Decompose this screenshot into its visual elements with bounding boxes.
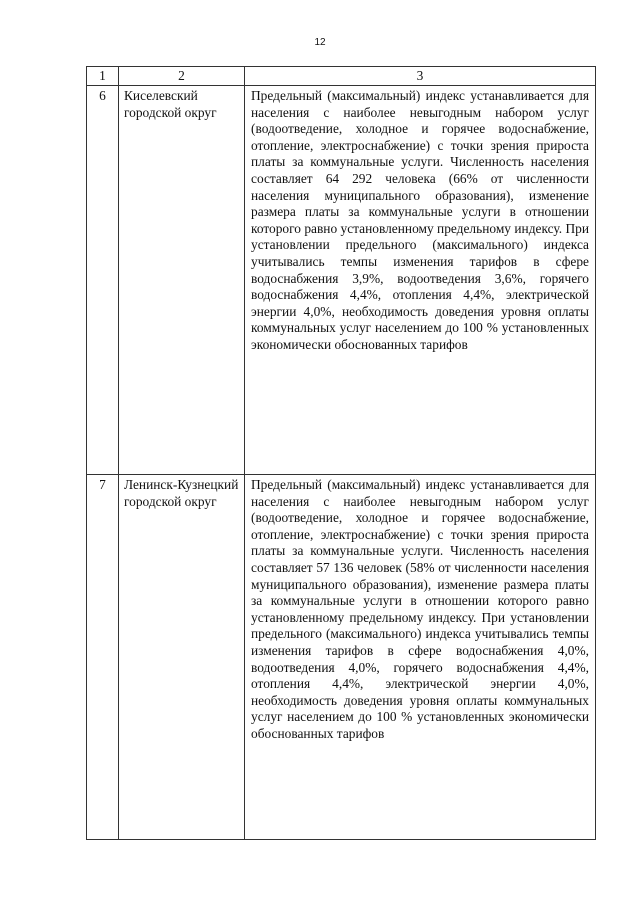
page-number: 12 bbox=[314, 37, 326, 48]
table-header-row bbox=[87, 67, 596, 86]
municipality-name: Киселевский городской округ bbox=[119, 86, 245, 475]
header-cell-2: 2 bbox=[119, 67, 245, 86]
municipality-name: Ленинск-Кузнецкий городской округ bbox=[119, 475, 245, 840]
row-number: 6 bbox=[87, 86, 119, 475]
table-row bbox=[87, 475, 596, 840]
row-number: 7 bbox=[87, 475, 119, 840]
header-cell-1: 1 bbox=[87, 67, 119, 86]
index-description: Предельный (максимальный) индекс устанавливается для населения с наиболее невыгодным набором услуг (водоотведение, холодное и горячее водоснабжение, отопление, электроснабжение) с точки зрения прироста платы за коммунальные услуги. Численность населения составляет 64 292 человека (66% от численности населения муниципального образования), изменение размера платы за коммунальные услуги в отношении которого равно установленному предельному индексу. При установлении предельного (максимального) индекса учитывались темпы изменения тарифов в сфере водоснабжения 3,9%, водоотведения 3,6%, горячего водоснабжения 4,4%, отопления 4,4%, электрической энергии 4,0%, необходимость доведения уровня оплаты коммунальных услуг населением до 100 % установленных экономически обоснованных тарифов bbox=[245, 86, 596, 475]
index-description: Предельный (максимальный) индекс устанавливается для населения с наиболее невыгодным набором услуг (водоотведение, холодное и горячее водоснабжение, отопление, электроснабжение) с точки зрения прироста платы за коммунальные услуги. Численность населения составляет 57 136 человек (58% от численности населения муниципального образования), изменение размера платы за коммунальные услуги в отношении которого равно установленному предельному индексу. При установлении предельного (максимального) индекса учитывались темпы изменения тарифов в сфере водоснабжения 4,0%, водоотведения 4,0%, горячего водоснабжения 4,4%, отопления 4,4%, электрической энергии 4,0%, необходимость доведения уровня оплаты коммунальных услуг населением до 100 % установленных экономически обоснованных тарифов bbox=[245, 475, 596, 840]
tariff-table bbox=[86, 66, 596, 840]
header-cell-3: 3 bbox=[245, 67, 596, 86]
table-row bbox=[87, 86, 596, 475]
